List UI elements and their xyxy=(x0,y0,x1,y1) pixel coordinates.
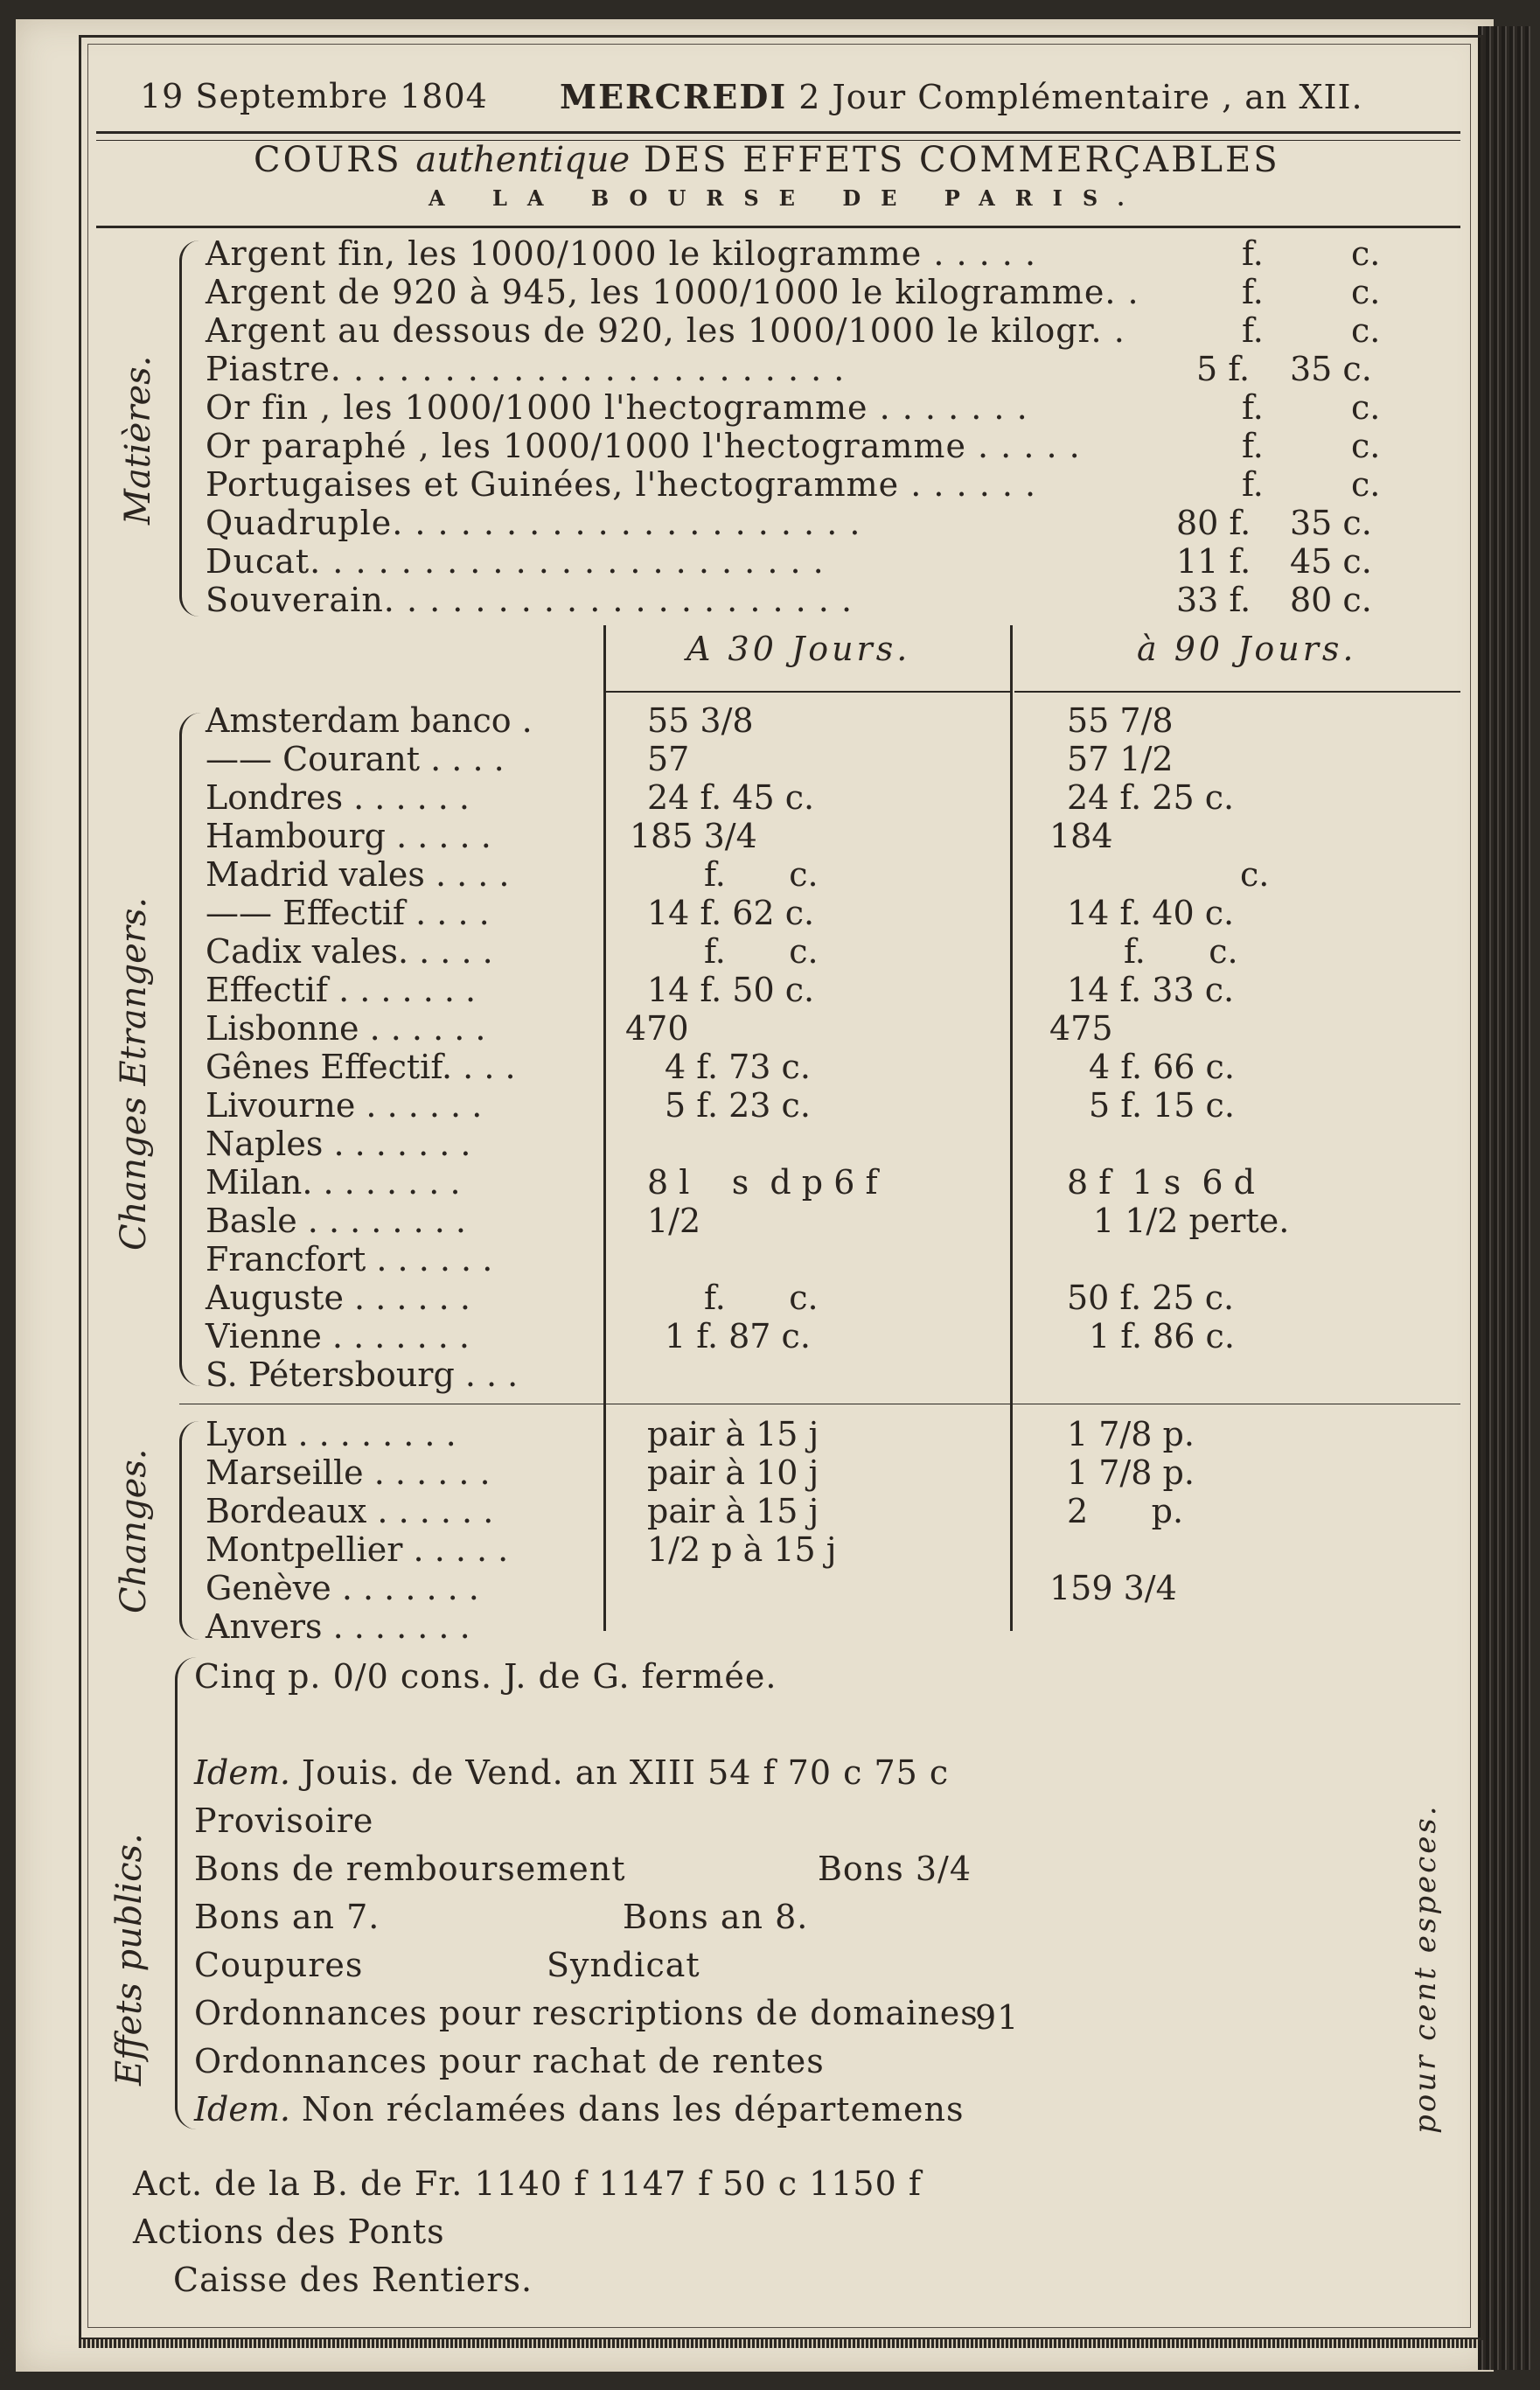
effets-line: Bons an 7. xyxy=(194,1898,380,1936)
table-cell-90: 1 7/8 p. xyxy=(1067,1415,1195,1453)
matieres-row-f: f. xyxy=(1242,234,1264,273)
effets-line-value: Bons 3/4 xyxy=(818,1850,972,1888)
column-header-rule xyxy=(1014,691,1460,693)
matieres-row-f: 11 f. xyxy=(1176,542,1251,581)
table-cell-90: 159 3/4 xyxy=(1049,1569,1177,1607)
section-label-changes: Changes. xyxy=(114,1448,154,1613)
table-cell-30: 5 f. 23 c. xyxy=(665,1086,811,1125)
table-row-label: Montpellier . . . . . xyxy=(206,1530,509,1569)
matieres-row-label: Ducat. . . . . . . . . . . . . . . . . . . . . . . xyxy=(206,542,825,581)
subtitle-rule xyxy=(96,226,1460,228)
effets-line-text: Jouis. de Vend. an XIII 54 f 70 c 75 c xyxy=(302,1753,950,1792)
title-pre: COURS xyxy=(254,140,402,180)
bottom-line-caisse-rentiers: Caisse des Rentiers. xyxy=(173,2261,533,2299)
matieres-row-label: Quadruple. . . . . . . . . . . . . . . . . . . . . xyxy=(206,504,861,542)
effets-line-value: Syndicat xyxy=(547,1946,700,1984)
table-cell-30: 1/2 xyxy=(647,1202,701,1240)
matieres-row-c: c. xyxy=(1351,234,1381,273)
table-cell-90: 1 1/2 perte. xyxy=(1093,1202,1290,1240)
matieres-row-c: 35 c. xyxy=(1290,504,1372,542)
page-title xyxy=(254,140,1280,180)
table-row-label: Auguste . . . . . . xyxy=(206,1279,470,1317)
table-row-label: Genève . . . . . . . xyxy=(206,1569,479,1607)
table-cell-30: 24 f. 45 c. xyxy=(647,778,815,817)
table-cell-30: 14 f. 50 c. xyxy=(647,971,815,1009)
table-row-label: Basle . . . . . . . . xyxy=(206,1202,466,1240)
table-cell-30: 470 xyxy=(625,1009,689,1048)
title-post: DES EFFETS COMMERÇABLES xyxy=(643,140,1280,180)
effets-line: Bons de remboursement xyxy=(194,1850,626,1888)
table-cell-30: f. c. xyxy=(704,1279,819,1317)
day-name: MERCREDI xyxy=(560,77,788,116)
section-label-effets-publics: Effets publics. xyxy=(109,1833,150,2086)
table-cell-90: 8 f 1 s 6 d xyxy=(1067,1163,1255,1202)
section-label-matieres: Matières. xyxy=(118,355,158,525)
matieres-row-label: Piastre. . . . . . . . . . . . . . . . . . . . . . . xyxy=(206,350,846,388)
effets-line-text: Non réclamées dans les départemens xyxy=(302,2090,965,2129)
table-row-label: Cadix vales. . . . . xyxy=(206,932,493,971)
table-cell-90: 475 xyxy=(1049,1009,1113,1048)
matieres-row-c: c. xyxy=(1351,273,1381,311)
table-cell-30: pair à 15 j xyxy=(647,1415,819,1453)
table-row-label: Livourne . . . . . . xyxy=(206,1086,483,1125)
table-cell-90: c. xyxy=(1240,855,1270,894)
effets-line xyxy=(194,2090,965,2129)
column-divider-right xyxy=(1010,625,1013,1631)
table-row-label: Milan. . . . . . . . xyxy=(206,1163,461,1202)
matieres-row-label: Argent au dessous de 920, les 1000/1000 le kilogr. . xyxy=(206,311,1125,350)
effets-line: Ordonnances pour rescriptions de domaines xyxy=(194,1994,979,2032)
matieres-row-c: 35 c. xyxy=(1290,350,1372,388)
matieres-row-label: Portugaises et Guinées, l'hectogramme . . . . . . xyxy=(206,465,1037,504)
table-cell-90: 14 f. 33 c. xyxy=(1067,971,1235,1009)
table-cell-90: 14 f. 40 c. xyxy=(1067,894,1235,932)
table-row-label: Bordeaux . . . . . . xyxy=(206,1492,494,1530)
matieres-row-f: 5 f. xyxy=(1196,350,1251,388)
matieres-row-label: Argent fin, les 1000/1000 le kilogramme . . . . . xyxy=(206,234,1037,273)
table-row-label: Londres . . . . . . xyxy=(206,778,470,817)
footer-border xyxy=(79,2339,1478,2348)
day-line xyxy=(560,77,1363,116)
effets-line: Coupures xyxy=(194,1946,364,1984)
idem-label: Idem. xyxy=(194,2090,290,2129)
table-cell-30: pair à 10 j xyxy=(647,1453,819,1492)
table-cell-90: 1 7/8 p. xyxy=(1067,1453,1195,1492)
book-spine xyxy=(1478,26,1530,2370)
table-cell-90: 50 f. 25 c. xyxy=(1067,1279,1235,1317)
effets-line xyxy=(194,1753,949,1792)
changes-brace xyxy=(179,1421,199,1640)
table-cell-30: 1/2 p à 15 j xyxy=(647,1530,837,1569)
table-cell-30: 185 3/4 xyxy=(630,817,757,855)
table-row-label: Hambourg . . . . . xyxy=(206,817,491,855)
side-label-pour-cent-especes: pour cent especes. xyxy=(1408,1803,1443,2134)
matieres-row-label: Souverain. . . . . . . . . . . . . . . . . . . . . xyxy=(206,581,854,619)
table-cell-90: 24 f. 25 c. xyxy=(1067,778,1235,817)
table-cell-90: 184 xyxy=(1049,817,1113,855)
header-rule xyxy=(96,131,1460,134)
table-row-label: Amsterdam banco . xyxy=(206,701,533,740)
table-row-label: Francfort . . . . . . xyxy=(206,1240,493,1279)
rev-date: 2 Jour Complémentaire , an XII. xyxy=(798,78,1363,116)
table-cell-90: 1 f. 86 c. xyxy=(1089,1317,1235,1355)
matieres-row-c: 80 c. xyxy=(1290,581,1372,619)
bottom-line-actions-banque: Act. de la B. de Fr. 1140 f 1147 f 50 c 1150 f xyxy=(133,2164,922,2203)
matieres-row-f: f. xyxy=(1242,273,1264,311)
table-row-label: —— Effectif . . . . xyxy=(206,894,490,932)
date: 19 Septembre 1804 xyxy=(140,77,488,115)
table-row-label: Effectif . . . . . . . xyxy=(206,971,477,1009)
column-header-90-jours: à 90 Jours. xyxy=(1137,630,1357,668)
matieres-row-f: 80 f. xyxy=(1176,504,1251,542)
changes-etrangers-brace xyxy=(179,713,201,1386)
matieres-row-c: c. xyxy=(1351,465,1381,504)
matieres-row-c: 45 c. xyxy=(1290,542,1372,581)
matieres-row-label: Or fin , les 1000/1000 l'hectogramme . . . . . . . xyxy=(206,388,1028,427)
table-cell-90: 5 f. 15 c. xyxy=(1089,1086,1235,1125)
table-cell-30: f. c. xyxy=(704,855,819,894)
table-cell-90: f. c. xyxy=(1124,932,1238,971)
table-cell-30: 14 f. 62 c. xyxy=(647,894,815,932)
table-cell-30: 4 f. 73 c. xyxy=(665,1048,811,1086)
matieres-row-f: f. xyxy=(1242,427,1264,465)
title-italic: authentique xyxy=(415,140,631,180)
column-header-30-jours: A 30 Jours. xyxy=(686,630,911,668)
column-divider-left xyxy=(603,625,606,1631)
table-cell-90: 57 1/2 xyxy=(1067,740,1174,778)
bottom-line-actions-ponts: Actions des Ponts xyxy=(133,2212,445,2251)
idem-label: Idem. xyxy=(194,1753,290,1792)
table-row-label: —— Courant . . . . xyxy=(206,740,505,778)
table-row-label: Anvers . . . . . . . xyxy=(206,1607,470,1646)
table-cell-90: 4 f. 66 c. xyxy=(1089,1048,1235,1086)
table-row-label: S. Pétersbourg . . . xyxy=(206,1355,519,1394)
table-row-label: Vienne . . . . . . . xyxy=(206,1317,470,1355)
table-cell-30: 8 l s d p 6 f xyxy=(647,1163,878,1202)
table-row-label: Lyon . . . . . . . . xyxy=(206,1415,456,1453)
table-cell-30: 57 xyxy=(647,740,690,778)
matieres-row-c: c. xyxy=(1351,388,1381,427)
matieres-row-f: f. xyxy=(1242,311,1264,350)
table-row-label: Madrid vales . . . . xyxy=(206,855,510,894)
table-cell-30: 55 3/8 xyxy=(647,701,754,740)
matieres-row-f: f. xyxy=(1242,388,1264,427)
matieres-brace xyxy=(179,240,199,617)
table-row-label: Lisbonne . . . . . . xyxy=(206,1009,486,1048)
table-row-label: Gênes Effectif. . . . xyxy=(206,1048,516,1086)
effets-line: Ordonnances pour rachat de rentes xyxy=(194,2042,825,2080)
matieres-row-f: f. xyxy=(1242,465,1264,504)
table-cell-90: 55 7/8 xyxy=(1067,701,1174,740)
column-header-rule xyxy=(603,691,1010,693)
table-row-label: Marseille . . . . . . xyxy=(206,1453,491,1492)
matieres-row-label: Argent de 920 à 945, les 1000/1000 le kilogramme. . xyxy=(206,273,1139,311)
effets-line: Cinq p. 0/0 cons. J. de G. fermée. xyxy=(194,1657,777,1696)
matieres-row-label: Or paraphé , les 1000/1000 l'hectogramme . . . . . xyxy=(206,427,1081,465)
table-cell-30: f. c. xyxy=(704,932,819,971)
matieres-row-f: 33 f. xyxy=(1176,581,1251,619)
matieres-row-c: c. xyxy=(1351,311,1381,350)
table-cell-90: 2 p. xyxy=(1067,1492,1184,1530)
table-cell-30: pair à 15 j xyxy=(647,1492,819,1530)
table-cell-30: 1 f. 87 c. xyxy=(665,1317,811,1355)
matieres-row-c: c. xyxy=(1351,427,1381,465)
section-label-changes-etrangers: Changes Etrangers. xyxy=(114,896,154,1251)
table-row-label: Naples . . . . . . . xyxy=(206,1125,471,1163)
effets-line-value: 91 xyxy=(975,1998,1020,2037)
page-subtitle: A LA BOURSE DE PARIS. xyxy=(429,185,1145,211)
effets-line: Provisoire xyxy=(194,1801,374,1840)
effets-line-value: Bons an 8. xyxy=(623,1898,809,1936)
